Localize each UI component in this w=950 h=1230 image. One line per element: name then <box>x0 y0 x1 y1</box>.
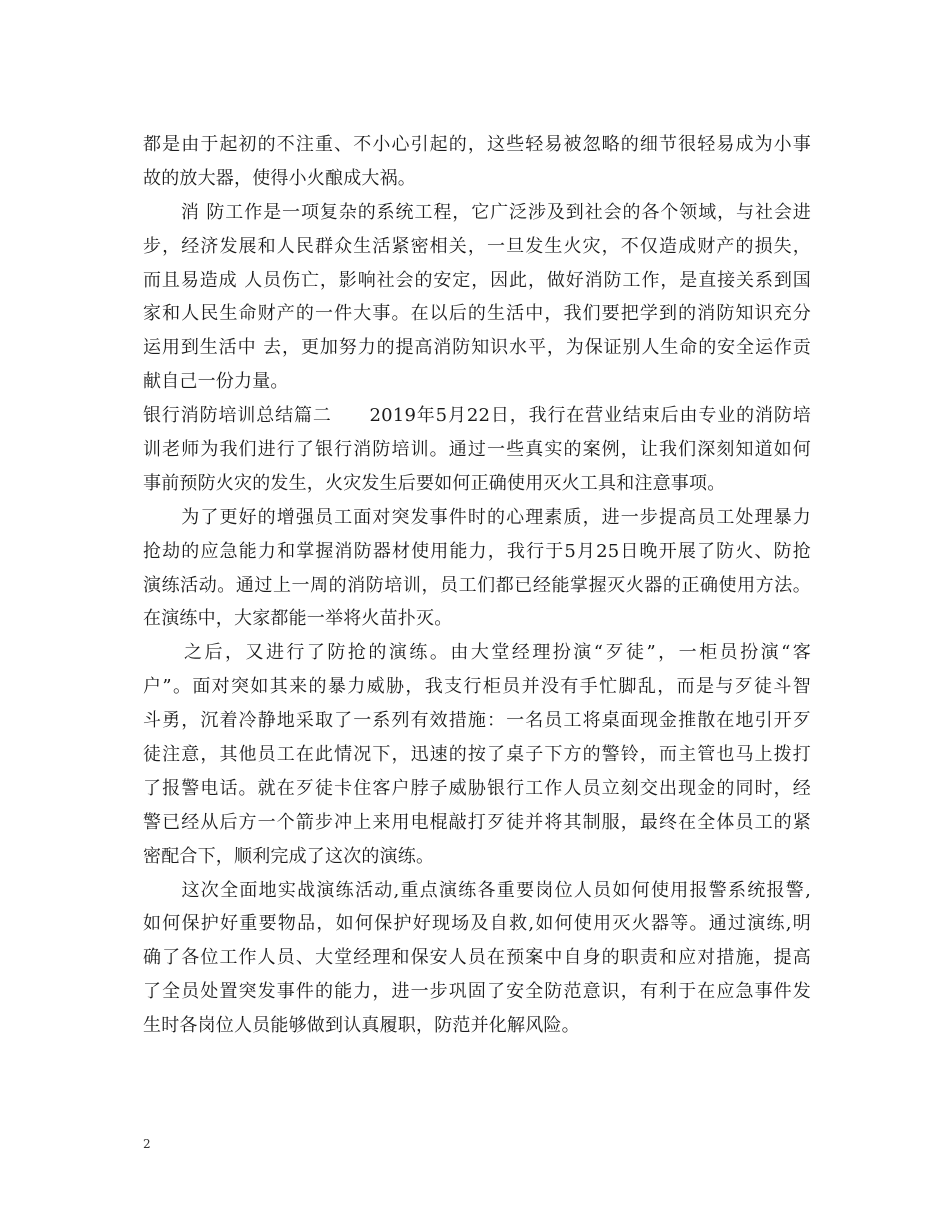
text-line: 密配合下，顺利完成了这次的演练。 <box>143 845 435 867</box>
text-line: 而且易造成 人员伤亡，影响社会的安定，因此，做好消防工作，是直接关系到国 <box>143 269 811 291</box>
text-line: 消 防工作是一项复杂的系统工程，它广泛涉及到社会的各个领域，与社会进 <box>143 201 811 223</box>
text-line: 演练活动。通过上一周的消防培训，员工们都已经能掌握灭火器的正确使用方法。 <box>143 574 811 596</box>
text-line: 这次全面地实战演练活动,重点演练各重要岗位人员如何使用报警系统报警, <box>143 879 811 901</box>
text-line: 家和人民生命财产的一件大事。在以后的生活中，我们要把学到的消防知识充分 <box>143 303 811 325</box>
text-line: 生时各岗位人员能够做到认真履职，防范并化解风险。 <box>143 1015 580 1037</box>
text-line: 了报警电话。就在歹徒卡住客户脖子威胁银行工作人员立刻交出现金的同时，经 <box>143 777 811 799</box>
text-line: 事前预防火灾的发生，火灾发生后要如何正确使用灭火工具和注意事项。 <box>143 472 726 494</box>
section-heading-line: 银行消防培训总结篇二 2019年5月22日，我行在营业结束后由专业的消防培 <box>143 405 811 427</box>
text-line: 在演练中，大家都能一举将火苗扑灭。 <box>143 608 453 630</box>
text-line: 抢劫的应急能力和掌握消防器材使用能力，我行于5月25日晚开展了防火、防抢 <box>143 540 811 562</box>
page-number: 2 <box>143 1137 151 1151</box>
text-line: 警已经从后方一个箭步冲上来用电棍敲打歹徒并将其制服，最终在全体员工的紧 <box>143 811 811 833</box>
text-line: 了全员处置突发事件的能力，进一步巩固了安全防范意识，有利于在应急事件发 <box>143 981 811 1003</box>
text-line: 训老师为我们进行了银行消防培训。通过一些真实的案例，让我们深刻知道如何 <box>143 439 811 461</box>
text-line: 故的放大器，使得小火酿成大祸。 <box>143 167 416 189</box>
text-line: 献自己一份力量。 <box>143 371 289 393</box>
text-line: 步，经济发展和人民群众生活紧密相关，一旦发生火灾，不仅造成财产的损失， <box>143 235 811 257</box>
text-line: 为了更好的增强员工面对突发事件时的心理素质，进一步提高员工处理暴力 <box>143 506 811 528</box>
body-text <box>143 128 811 1043</box>
text-line: 斗勇，沉着冷静地采取了一系列有效措施：一名员工将桌面现金推散在地引开歹 <box>143 710 811 732</box>
text-line: 徒注意，其他员工在此情况下，迅速的按了桌子下方的警铃，而主管也马上拨打 <box>143 744 811 766</box>
text-line: 确了各位工作人员、大堂经理和保安人员在预案中自身的职责和应对措施，提高 <box>143 947 811 969</box>
text-line: 户”。面对突如其来的暴力威胁，我支行柜员并没有手忙脚乱，而是与歹徒斗智 <box>143 676 811 698</box>
text-line: 之后，又进行了防抢的演练。由大堂经理扮演“歹徒”，一柜员扮演“客 <box>143 642 811 664</box>
text-line: 如何保护好重要物品，如何保护好现场及自救,如何使用灭火器等。通过演练,明 <box>143 913 811 935</box>
text-line: 运用到生活中 去，更加努力的提高消防知识水平，为保证别人生命的安全运作贡 <box>143 337 811 359</box>
text-line: 都是由于起初的不注重、不小心引起的，这些轻易被忽略的细节很轻易成为小事 <box>143 134 811 155</box>
